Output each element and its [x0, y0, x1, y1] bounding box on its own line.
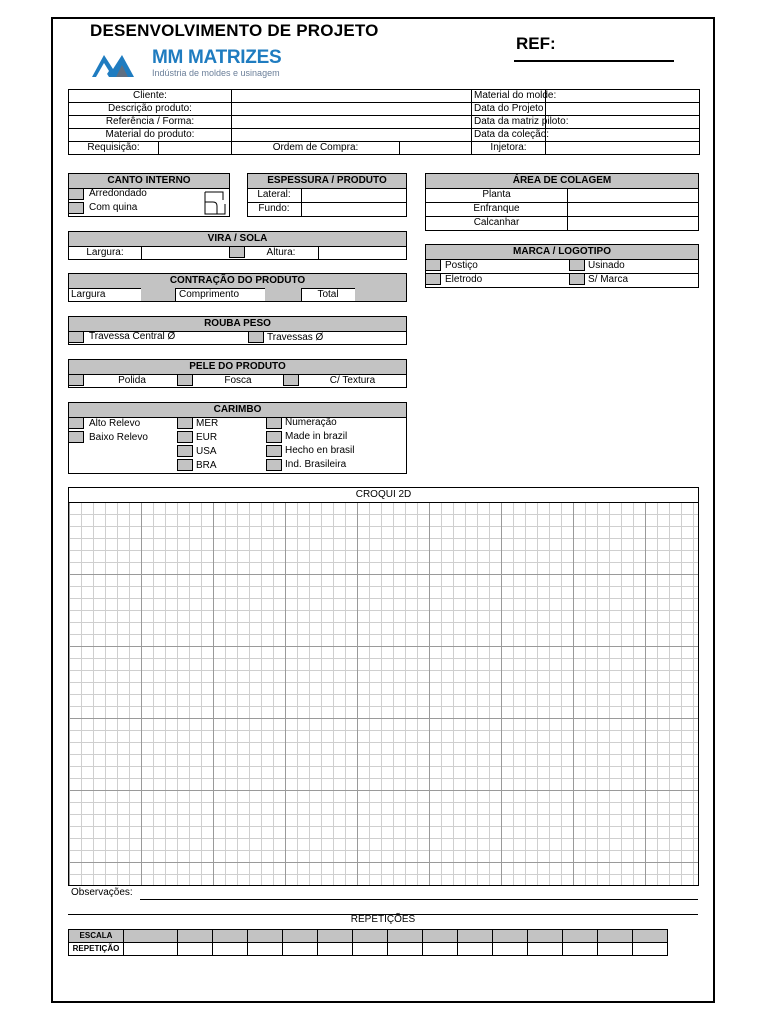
material-produto-label: Material do produto:	[69, 129, 232, 142]
numeracao-checkbox[interactable]	[266, 417, 282, 429]
escala-cell[interactable]	[528, 930, 563, 943]
croqui-grid[interactable]	[68, 487, 699, 886]
numeracao-label: Numeração	[285, 417, 337, 428]
textura-checkbox[interactable]	[283, 374, 299, 386]
escala-cell[interactable]	[353, 930, 388, 943]
ordem-compra-field[interactable]	[400, 142, 472, 155]
eur-label: EUR	[196, 432, 218, 443]
espessura-title: ESPESSURA / PRODUTO	[248, 174, 406, 189]
usinado-checkbox[interactable]	[569, 259, 585, 271]
material-produto-field[interactable]	[232, 129, 472, 142]
com-quina-label: Com quina	[89, 202, 138, 213]
travessa-central-checkbox[interactable]	[68, 331, 84, 343]
made-in-brazil-label: Made in brazil	[285, 431, 348, 442]
material-molde-label: Material do molde:	[472, 90, 546, 103]
eletrodo-checkbox[interactable]	[425, 273, 441, 285]
requisicao-label: Requisição:	[69, 142, 159, 155]
bra-checkbox[interactable]	[177, 459, 193, 471]
com-quina-checkbox[interactable]	[68, 202, 84, 214]
planta-field[interactable]	[568, 189, 698, 201]
planta-label: Planta	[482, 189, 511, 200]
baixo-relevo-label: Baixo Relevo	[89, 432, 148, 443]
escala-cell[interactable]	[283, 930, 318, 943]
usa-checkbox[interactable]	[177, 445, 193, 457]
textura-label: C/ Textura	[329, 375, 376, 386]
eur-checkbox[interactable]	[177, 431, 193, 443]
rouba-peso-title: ROUBA PESO	[69, 317, 406, 332]
referencia-field[interactable]	[232, 116, 472, 129]
contracao-total-label: Total	[317, 289, 339, 300]
contracao-comprimento-field[interactable]	[265, 288, 301, 301]
escala-cell[interactable]	[493, 930, 528, 943]
arredondado-label: Arredondado	[89, 188, 147, 199]
data-piloto-field[interactable]	[546, 116, 700, 129]
repeticao-cell[interactable]	[528, 943, 563, 956]
vira-sola-section	[68, 231, 407, 260]
cliente-field[interactable]	[232, 90, 472, 103]
injetora-field[interactable]	[546, 142, 700, 155]
project-info-table	[68, 89, 700, 155]
escala-cell[interactable]	[213, 930, 248, 943]
escala-cell[interactable]	[124, 930, 178, 943]
repeticao-cell[interactable]	[353, 943, 388, 956]
escala-cell[interactable]	[598, 930, 633, 943]
vira-altura-field[interactable]	[319, 247, 406, 259]
cliente-label: Cliente:	[69, 90, 232, 103]
ref-field[interactable]	[514, 60, 674, 62]
repeticao-cell[interactable]	[283, 943, 318, 956]
descricao-label: Descrição produto:	[69, 103, 232, 116]
escala-cell[interactable]	[633, 930, 668, 943]
usinado-label: Usinado	[588, 260, 625, 271]
calcanhar-field[interactable]	[568, 217, 698, 229]
area-colagem-section	[425, 173, 699, 231]
repeticao-cell[interactable]	[248, 943, 283, 956]
bra-label: BRA	[196, 460, 217, 471]
escala-label: ESCALA	[69, 930, 124, 943]
repeticao-cell[interactable]	[318, 943, 353, 956]
carimbo-section	[68, 402, 407, 474]
fundo-label: Fundo:	[258, 203, 290, 214]
usa-label: USA	[196, 446, 217, 457]
sem-marca-checkbox[interactable]	[569, 273, 585, 285]
repeticao-cell[interactable]	[124, 943, 178, 956]
repeticao-cell[interactable]	[598, 943, 633, 956]
page-title: DESENVOLVIMENTO DE PROJETO	[90, 21, 379, 40]
lateral-field[interactable]	[302, 189, 406, 201]
escala-cell[interactable]	[388, 930, 423, 943]
data-colecao-field[interactable]	[546, 129, 700, 142]
carimbo-title: CARIMBO	[69, 403, 406, 418]
canto-interno-title: CANTO INTERNO	[69, 174, 229, 189]
contracao-title: CONTRAÇÃO DO PRODUTO	[69, 274, 406, 289]
ordem-compra-label: Ordem de Compra:	[232, 142, 400, 155]
brand-tagline: Indústria de moldes e usinagem	[152, 68, 280, 78]
alto-relevo-checkbox[interactable]	[68, 417, 84, 429]
pele-title: PELE DO PRODUTO	[69, 360, 406, 375]
contracao-div-2	[175, 288, 176, 301]
lateral-label: Lateral:	[257, 189, 291, 200]
repeticao-cell[interactable]	[213, 943, 248, 956]
enfranque-label: Enfranque	[473, 203, 520, 214]
requisicao-field[interactable]	[159, 142, 232, 155]
travessa-central-label: Travessa Central Ø	[89, 331, 176, 342]
ref-label: REF:	[516, 34, 556, 53]
vira-largura-label: Largura:	[86, 247, 124, 258]
eletrodo-label: Eletrodo	[445, 274, 483, 285]
repeticao-cell[interactable]	[563, 943, 598, 956]
repeticao-cell[interactable]	[423, 943, 458, 956]
croqui-title: CROQUI 2D	[69, 488, 698, 503]
hecho-en-brasil-label: Hecho en brasil	[285, 445, 355, 456]
contracao-section	[68, 273, 407, 302]
made-in-brazil-checkbox[interactable]	[266, 431, 282, 443]
injetora-label: Injetora:	[472, 142, 546, 155]
observacoes-field[interactable]	[140, 899, 698, 900]
descricao-field[interactable]	[232, 103, 472, 116]
company-logo	[90, 47, 136, 81]
repeticao-cell[interactable]	[388, 943, 423, 956]
marca-section	[425, 244, 699, 288]
repeticao-cell[interactable]	[178, 943, 213, 956]
escala-cell[interactable]	[318, 930, 353, 943]
referencia-label: Referência / Forma:	[69, 116, 232, 129]
fundo-field[interactable]	[302, 203, 406, 215]
escala-cell[interactable]	[563, 930, 598, 943]
escala-cell[interactable]	[458, 930, 493, 943]
repeticao-cell[interactable]	[458, 943, 493, 956]
pele-section	[68, 359, 407, 388]
brand-name: MM MATRIZES	[152, 47, 282, 68]
espessura-section	[247, 173, 407, 217]
vira-sola-title: VIRA / SOLA	[69, 232, 406, 247]
travessas-label: Travessas Ø	[267, 332, 324, 343]
data-projeto-field[interactable]	[546, 103, 700, 116]
postico-checkbox[interactable]	[425, 259, 441, 271]
postico-label: Postiço	[445, 260, 478, 271]
data-projeto-label: Data do Projeto	[472, 103, 546, 116]
escala-cell[interactable]	[178, 930, 213, 943]
enfranque-field[interactable]	[568, 203, 698, 215]
mer-checkbox[interactable]	[177, 417, 193, 429]
travessas-checkbox[interactable]	[248, 331, 264, 343]
marca-title: MARCA / LOGOTIPO	[426, 245, 698, 260]
contracao-total-field[interactable]	[355, 288, 406, 301]
polida-label: Polida	[118, 375, 146, 386]
contracao-largura-field[interactable]	[141, 288, 175, 301]
alto-relevo-label: Alto Relevo	[89, 418, 141, 429]
fosca-label: Fosca	[224, 375, 252, 386]
vira-largura-checkbox[interactable]	[229, 246, 245, 258]
observacoes-label: Observações:	[71, 887, 133, 898]
contracao-largura-label: Largura	[71, 289, 106, 300]
repeticao-cell[interactable]	[493, 943, 528, 956]
repeticao-cell[interactable]	[633, 943, 668, 956]
sem-marca-label: S/ Marca	[588, 274, 629, 285]
ind-brasileira-checkbox[interactable]	[266, 459, 282, 471]
arredondado-checkbox[interactable]	[68, 188, 84, 200]
vira-largura-field[interactable]	[142, 247, 228, 259]
mer-label: MER	[196, 418, 219, 429]
data-colecao-label: Data da coleção:	[472, 129, 546, 142]
material-molde-field[interactable]	[546, 90, 700, 103]
repeticoes-title: REPETIÇÕES	[350, 914, 416, 925]
hecho-en-brasil-checkbox[interactable]	[266, 445, 282, 457]
area-colagem-title: ÁREA DE COLAGEM	[426, 174, 698, 189]
calcanhar-label: Calcanhar	[473, 217, 520, 228]
baixo-relevo-checkbox[interactable]	[68, 431, 84, 443]
escala-cell[interactable]	[423, 930, 458, 943]
corner-shape-icon	[203, 190, 227, 216]
repeticao-label: REPETIÇÃO	[69, 943, 124, 956]
fosca-checkbox[interactable]	[177, 374, 193, 386]
vira-altura-label: Altura:	[266, 247, 296, 258]
canto-interno-section	[68, 173, 230, 217]
repeticoes-table	[68, 929, 668, 956]
contracao-comprimento-label: Comprimento	[179, 289, 240, 300]
polida-checkbox[interactable]	[68, 374, 84, 386]
escala-cell[interactable]	[248, 930, 283, 943]
ind-brasileira-label: Ind. Brasileira	[285, 459, 347, 470]
rouba-peso-section	[68, 316, 407, 345]
data-piloto-label: Data da matriz piloto:	[472, 116, 546, 129]
